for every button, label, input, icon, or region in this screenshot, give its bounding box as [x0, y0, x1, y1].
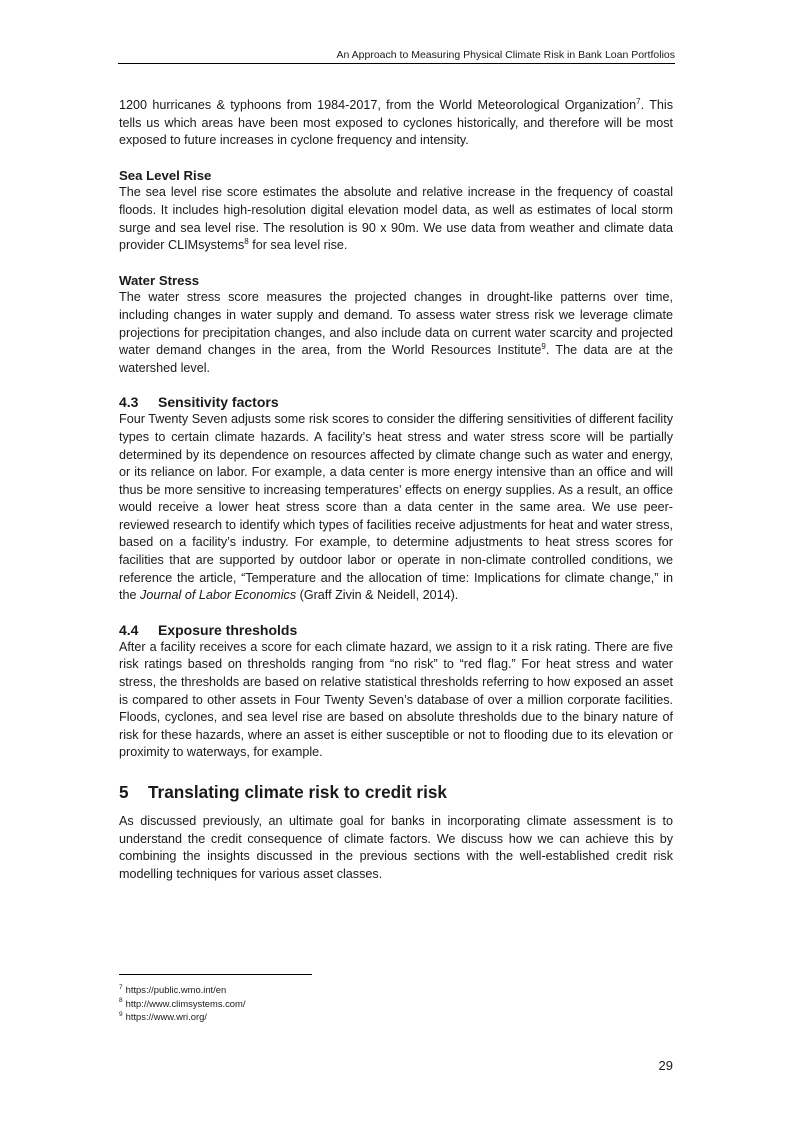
footnotes — [119, 983, 519, 1024]
exposure-paragraph: After a facility receives a score for each climate hazard, we assign to it a risk rating. There are five risk ratings based on thresholds ranging from “no risk” to “red flag.” For heat stress and water stress, the thresholds are based on relative statistical thresholds referring to how exposed an asset is compared to other assets in Four Twenty Seven’s database of over a million corporate facilities. Floods, cyclones, and sea level rise are based on absolute thresholds due to the binary nature of risk for these hazards, where an asset is either susceptible or not to flooding due to its elevation or proximity to waterways, for example. — [119, 639, 673, 760]
footnote-7: $^7$ https://public.wmo.int/en — [119, 983, 227, 995]
heading-section-5: 5 Translating climate risk to credit risk — [119, 782, 447, 802]
heading-4-3: 4.3 Sensitivity factors — [119, 394, 279, 411]
footnote-ref-9: 9 — [541, 341, 546, 351]
section-5-paragraph: As discussed previously, an ultimate goal for banks in incorporating climate assessment is to understand the credit consequence of climate factors. We discuss how we can achieve this by combining the insights discussed in the previous sections with the well-established credit risk modelling techniques for various asset classes. — [119, 814, 673, 881]
footnote-ref-7: 7 — [636, 96, 641, 106]
page-body — [119, 97, 673, 883]
page-number: 29 — [658, 1058, 673, 1073]
footnote-9: $^9$ https://www.wri.org/ — [119, 1011, 207, 1023]
header-rule — [118, 63, 675, 64]
heading-sea-level-rise: Sea Level Rise — [119, 167, 212, 183]
sensitivity-paragraph: Four Twenty Seven adjusts some risk scores to consider the differing sensitivities of different facility types to certain climate hazards. A facility’s heat stress and water stress score will be partially determined by its dependence on resources affected by climate change such as water and energy, or its reliance on labor. For example, a data center is more energy intensive than an office and will thus be more sensitive to increasing temperatures’ effects on energy supplies. As a result, an office would receive a lower heat stress score than a data center in the same area. We use peer-reviewed research to identify which types of facilities receive adjustments for heat and water stress, based on a facility’s industry. For example, to determine adjustments to heat stress scores for facilities that are supported by outdoor labor or operate in non-climate controlled conditions, we reference the article, “Temperature and the allocation of time: Implications for climate change,” in the Journal of Labor Economics (Graff Zivin & Neidell, 2014). — [119, 412, 673, 603]
footnote-link[interactable]: http://www.climsystems.com/ — [125, 997, 246, 1009]
sea-level-paragraph: The sea level rise score estimates the absolute and relative increase in the frequency of coastal floods. It includes high-resolution digital elevation model data, as well as estimates of local storm surge and sea level rise. The resolution is 90 x 90m. We use data from weather and climate data provider CLIMsystems$^8$ for sea level rise. — [119, 185, 673, 253]
journal-title: Journal of Labor Economics — [140, 588, 297, 603]
intro-paragraph: 1200 hurricanes & typhoons from 1984-2017, from the World Meteorological Organization$^7$. This tells us which areas have been most exposed to cyclones historically, and therefore will be most exposed to future increases in cyclone frequency and intensity. — [119, 96, 673, 148]
footnote-rule — [119, 974, 312, 975]
footnote-link[interactable]: https://www.wri.org/ — [125, 1011, 207, 1023]
water-stress-paragraph: The water stress score measures the projected changes in drought-like patterns over time, including changes in water supply and demand. To assess water stress risk we leverage climate projections for precipitation changes, and also include data on current water scarcity and projected water demand changes in the area, from the World Resources Institute$^9$. The data are at the watershed level. — [119, 290, 673, 375]
heading-water-stress: Water Stress — [119, 272, 200, 288]
footnote-link[interactable]: https://public.wmo.int/en — [125, 984, 227, 995]
footnote-8: $^8$ http://www.climsystems.com/ — [119, 997, 246, 1009]
running-header: An Approach to Measuring Physical Climate Risk in Bank Loan Portfolios — [336, 49, 675, 61]
footnote-ref-8: 8 — [244, 236, 249, 246]
heading-4-4: 4.4 Exposure thresholds — [119, 621, 298, 638]
